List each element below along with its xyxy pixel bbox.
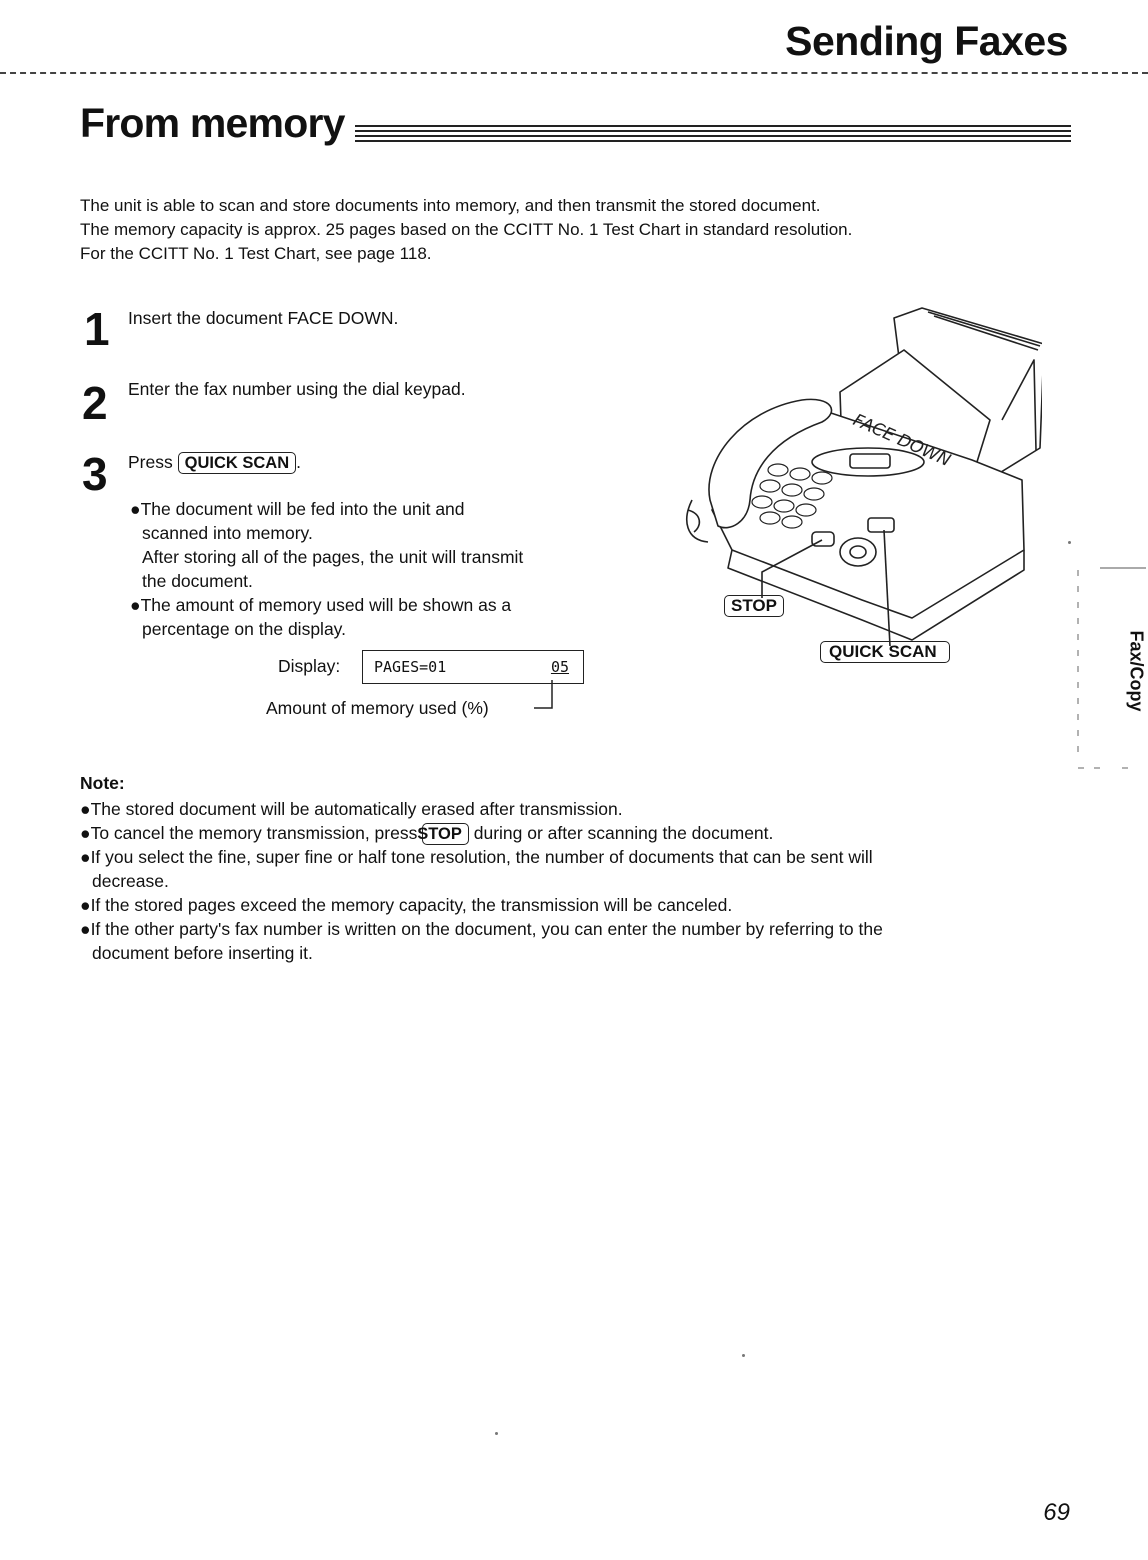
notes-list — [80, 797, 1020, 965]
heading-rules — [355, 125, 1071, 145]
note-text: during or after scanning the document. — [473, 823, 774, 843]
side-tab — [1080, 568, 1148, 774]
memory-pointer-line — [520, 680, 560, 714]
step-number-2: 2 — [82, 377, 108, 429]
bullet-line: ●The amount of memory used will be shown as a — [130, 595, 512, 615]
scan-speck — [495, 1432, 498, 1435]
stop-key-label: STOP — [724, 595, 784, 617]
step-3-period: . — [296, 452, 301, 472]
note-continuation: decrease. — [92, 871, 169, 891]
display-label: Display: — [278, 656, 341, 676]
step-3-bullets — [130, 497, 600, 641]
quick-scan-callout — [820, 641, 950, 663]
note-title: Note: — [80, 773, 125, 793]
page-heading: From memory — [80, 100, 345, 146]
intro-line: The memory capacity is approx. 25 pages based on the CCITT No. 1 Test Chart in standard resolution. — [80, 220, 853, 239]
face-down-label: FACE DOWN — [849, 410, 954, 472]
note-item: ●If the other party's fax number is written on the document, you can enter the number by referring to the — [80, 919, 883, 939]
stop-key: STOP — [422, 823, 469, 845]
note-item: ●If you select the fine, super fine or half tone resolution, the number of documents that can be sent will — [80, 847, 873, 867]
bullet-line: the document. — [142, 571, 253, 591]
step-text-1: Insert the document FACE DOWN. — [128, 308, 399, 328]
display-percent: 05 — [550, 658, 569, 676]
note-continuation: document before inserting it. — [92, 943, 313, 963]
note-item: ●The stored document will be automatically erased after transmission. — [80, 799, 623, 819]
memory-used-caption: Amount of memory used (%) — [266, 698, 489, 718]
note-text: ●To cancel the memory transmission, press — [80, 823, 418, 843]
lcd-display — [362, 650, 584, 684]
step-text-3 — [128, 450, 301, 474]
bullet-line: percentage on the display. — [142, 619, 346, 639]
quick-scan-key-label: QUICK SCAN — [820, 641, 950, 663]
note-item: ●If the stored pages exceed the memory capacity, the transmission will be canceled. — [80, 895, 733, 915]
step-3-press-text: Press — [128, 452, 173, 472]
note-item — [80, 821, 1020, 845]
step-text-2: Enter the fax number using the dial keypad. — [128, 379, 466, 399]
side-tab-label: Fax/Copy — [1126, 630, 1147, 712]
stop-callout — [724, 595, 784, 617]
scan-speck — [1068, 541, 1071, 544]
intro-paragraph — [80, 194, 852, 266]
quick-scan-key: QUICK SCAN — [178, 452, 297, 474]
section-title: Sending Faxes — [785, 18, 1068, 64]
intro-line: For the CCITT No. 1 Test Chart, see page 118. — [80, 244, 432, 263]
bullet-line: ●The document will be fed into the unit and — [130, 499, 465, 519]
display-message: PAGES=01 — [374, 658, 447, 676]
page-number: 69 — [1043, 1499, 1070, 1526]
scan-speck — [742, 1354, 745, 1357]
bullet-line: scanned into memory. — [142, 523, 313, 543]
header-divider — [0, 72, 1148, 74]
step-number-1: 1 — [84, 303, 110, 355]
bullet-line: After storing all of the pages, the unit will transmit — [142, 547, 524, 567]
intro-line: The unit is able to scan and store documents into memory, and then transmit the stored document. — [80, 196, 821, 215]
step-number-3: 3 — [82, 448, 108, 500]
